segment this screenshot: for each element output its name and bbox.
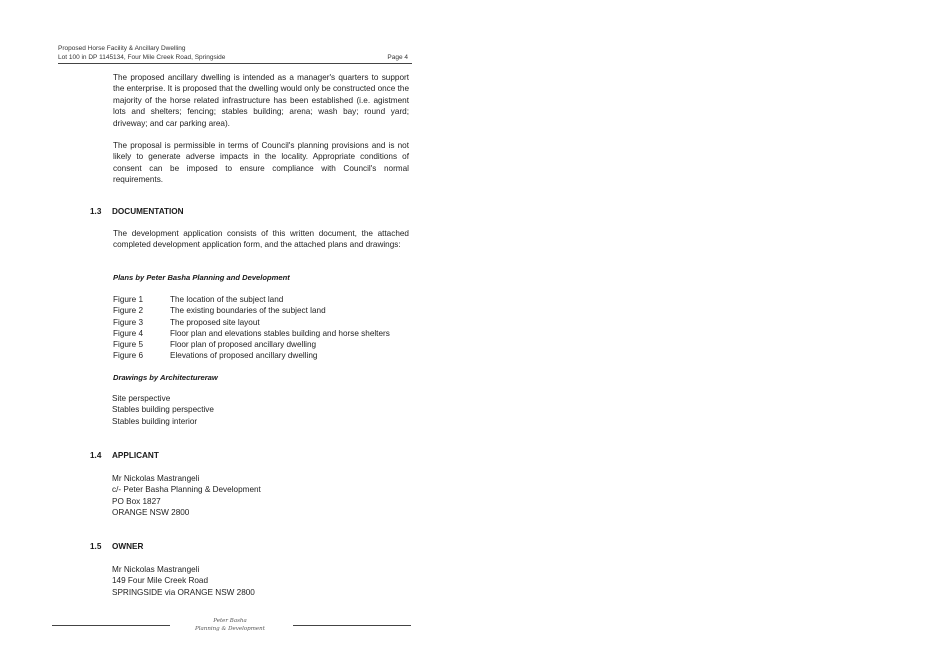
figure-row xyxy=(113,305,390,316)
header-rule xyxy=(58,63,412,64)
header-property-line xyxy=(58,54,408,62)
figures-list xyxy=(113,294,390,362)
drawings-subheading: Drawings by Architectureraw xyxy=(113,373,218,382)
header-project-title: Proposed Horse Facility & Ancillary Dwelling xyxy=(58,45,186,52)
section-title: OWNER xyxy=(112,542,144,551)
intro-paragraph-1: The proposed ancillary dwelling is intended as a manager's quarters to support the enterprise. It is proposed that the dwelling would only be constructed once the majority of the horse related infrastructure has been established (i.e. agistment lots and shelters; fencing; stables building; arena; wash bay; round yard; driveway; and car parking area). xyxy=(113,73,409,128)
figure-description: Floor plan of proposed ancillary dwelling xyxy=(170,340,317,350)
address-line: SPRINGSIDE via ORANGE NSW 2800 xyxy=(112,587,255,597)
drawings-list xyxy=(112,393,214,427)
drawing-item: Site perspective xyxy=(112,394,171,403)
section-title: APPLICANT xyxy=(112,451,159,460)
address-line: ORANGE NSW 2800 xyxy=(112,508,190,518)
footer-logo-line2: Planning & Development xyxy=(195,626,265,632)
figure-description: The location of the subject land xyxy=(170,295,284,304)
figure-description: The proposed site layout xyxy=(170,317,260,327)
section-number: 1.4 xyxy=(90,451,102,460)
section-number: 1.3 xyxy=(90,207,102,216)
section-heading-owner xyxy=(90,542,143,551)
figure-label: Figure 1 xyxy=(113,295,144,304)
figure-label: Figure 2 xyxy=(113,306,144,316)
figure-row xyxy=(113,350,390,361)
section-heading-documentation xyxy=(90,207,184,216)
figure-description: The existing boundaries of the subject land xyxy=(170,306,326,316)
drawing-item: Stables building perspective xyxy=(112,405,214,415)
figure-row xyxy=(113,339,390,350)
address-line: Mr Nickolas Mastrangeli xyxy=(112,565,200,574)
figure-row xyxy=(113,317,390,328)
section-heading-applicant xyxy=(90,451,159,460)
address-line: c/- Peter Basha Planning & Development xyxy=(112,485,261,495)
figure-row xyxy=(113,328,390,339)
figure-description: Elevations of proposed ancillary dwelling xyxy=(170,351,318,361)
section-number: 1.5 xyxy=(90,542,102,551)
owner-address xyxy=(112,564,255,598)
figure-label: Figure 6 xyxy=(113,351,144,361)
figure-label: Figure 3 xyxy=(113,317,144,327)
address-line: 149 Four Mile Creek Road xyxy=(112,576,209,586)
figure-label: Figure 5 xyxy=(113,340,144,350)
figure-label: Figure 4 xyxy=(113,328,144,338)
documentation-paragraph: The development application consists of this written document, the attached completed development application form, and the attached plans and drawings: xyxy=(113,229,409,250)
footer-logo-line1: Peter Basha xyxy=(213,618,247,624)
address-line: PO Box 1827 xyxy=(112,496,161,506)
figure-row xyxy=(113,294,390,305)
footer-rule-right xyxy=(293,625,411,626)
applicant-address xyxy=(112,473,261,519)
page-number: Page 4 xyxy=(387,54,408,61)
address-line: Mr Nickolas Mastrangeli xyxy=(112,474,200,483)
intro-paragraph-2: The proposal is permissible in terms of Council's planning provisions and is not likely to generate adverse impacts in the locality. Appropriate conditions of consent can be imposed to ensure compliance with Council's normal requirements. xyxy=(113,141,409,185)
section-title: DOCUMENTATION xyxy=(112,207,184,216)
header-property-address: Lot 100 in DP 1145134, Four Mile Creek Road, Springside xyxy=(58,54,226,61)
figure-description: Floor plan and elevations stables building and horse shelters xyxy=(170,328,390,338)
footer-logo xyxy=(195,617,265,633)
drawing-item: Stables building interior xyxy=(112,416,198,426)
footer-rule-left xyxy=(52,625,170,626)
plans-subheading: Plans by Peter Basha Planning and Development xyxy=(113,273,290,282)
